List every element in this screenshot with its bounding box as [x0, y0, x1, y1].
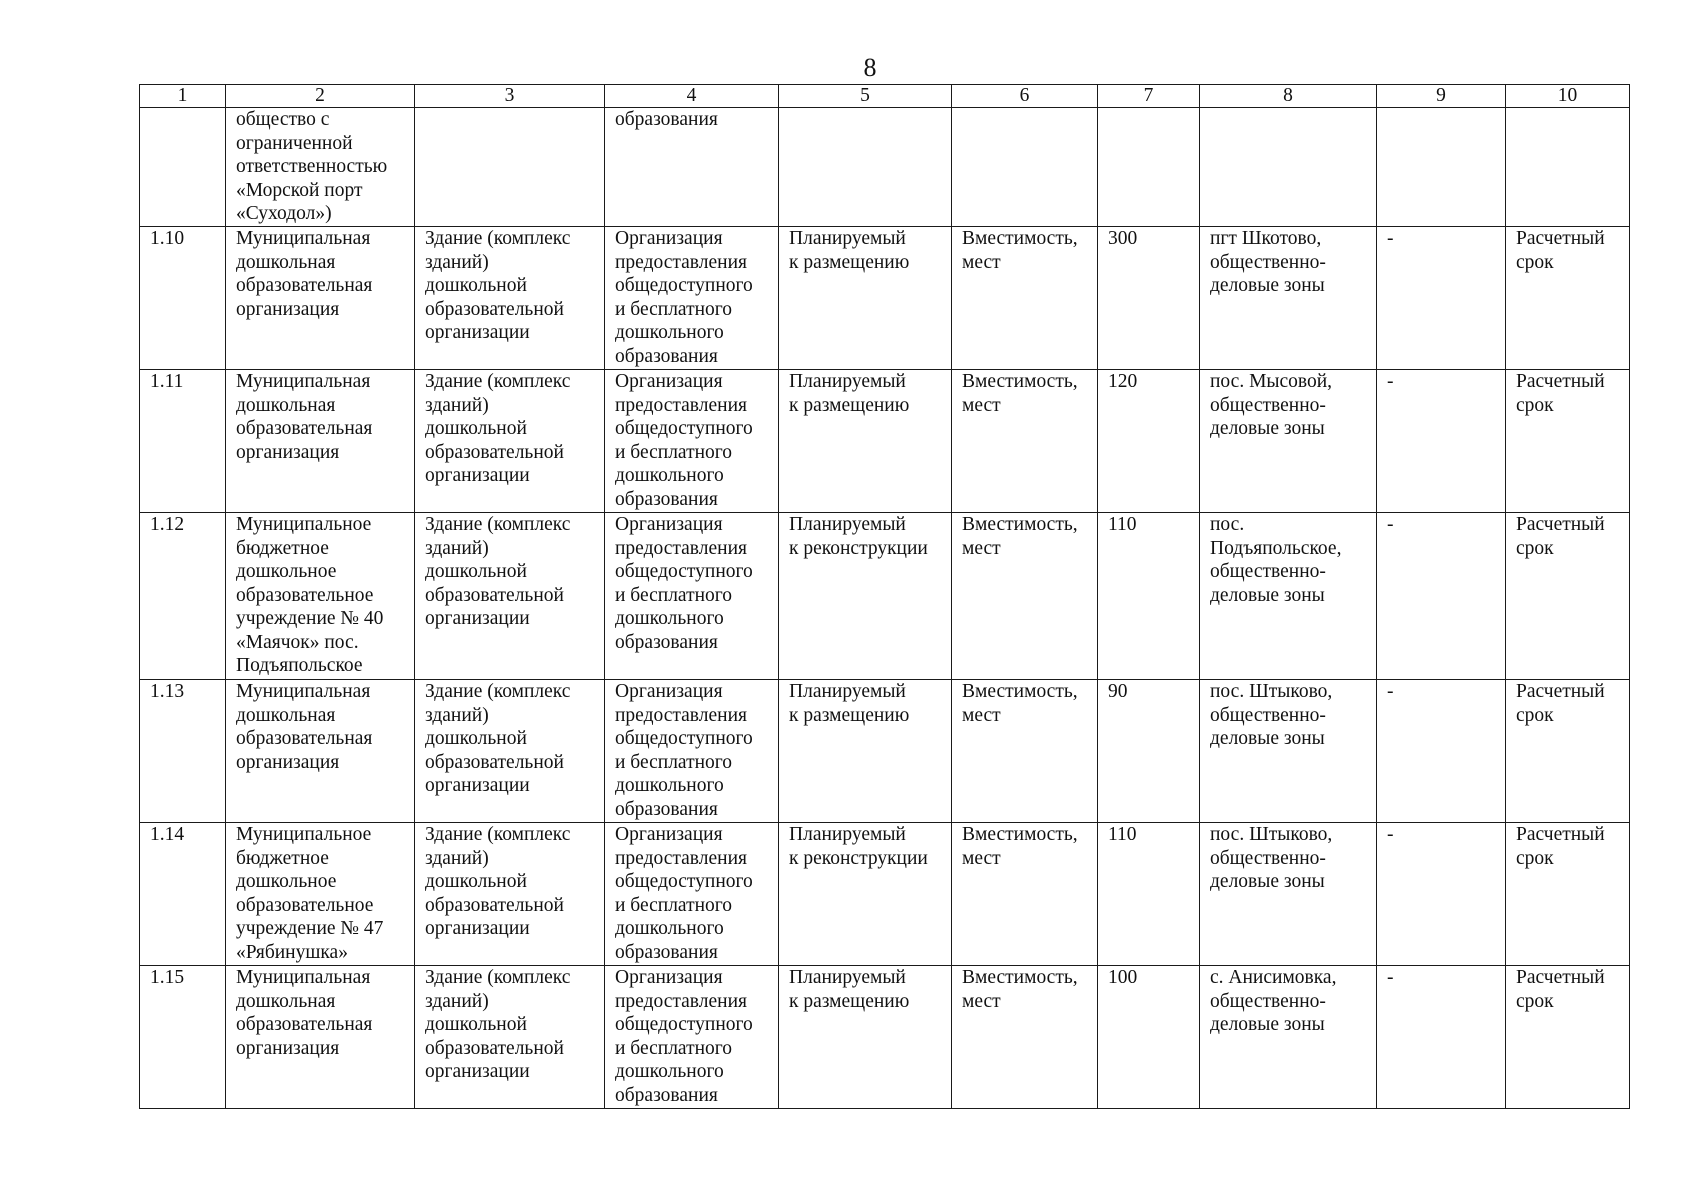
cell-characteristic: Вместимость, мест — [952, 227, 1098, 370]
cell-purpose: Организация предоставления общедоступного и бесплатного дошкольного образования — [605, 227, 779, 370]
cell-number: 1.10 — [140, 227, 226, 370]
column-header: 6 — [952, 85, 1098, 108]
column-header: 10 — [1506, 85, 1630, 108]
table-row — [140, 966, 1630, 1109]
cell-object-type: Здание (комплекс зданий) дошкольной образовательной организации — [415, 966, 605, 1109]
cell-location: пос. Мысовой, общественно- деловые зоны — [1200, 370, 1377, 513]
cell-status — [779, 108, 952, 227]
cell-purpose: Организация предоставления общедоступного и бесплатного дошкольного образования — [605, 823, 779, 966]
cell-characteristic: Вместимость, мест — [952, 370, 1098, 513]
cell-status: Планируемый к размещению — [779, 966, 952, 1109]
column-header: 4 — [605, 85, 779, 108]
cell-organization: Муниципальная дошкольная образовательная организация — [226, 370, 415, 513]
column-header: 9 — [1377, 85, 1506, 108]
column-header: 8 — [1200, 85, 1377, 108]
cell-characteristic: Вместимость, мест — [952, 823, 1098, 966]
table-row — [140, 370, 1630, 513]
cell-status: Планируемый к реконструкции — [779, 823, 952, 966]
cell-purpose: образования — [605, 108, 779, 227]
cell-object-type: Здание (комплекс зданий) дошкольной образовательной организации — [415, 227, 605, 370]
cell-location: пос. Штыково, общественно- деловые зоны — [1200, 680, 1377, 823]
cell-organization: Муниципальная дошкольная образовательная организация — [226, 680, 415, 823]
cell-value: 120 — [1098, 370, 1200, 513]
cell-object-type — [415, 108, 605, 227]
cell-characteristic: Вместимость, мест — [952, 966, 1098, 1109]
cell-location — [1200, 108, 1377, 227]
cell-object-type: Здание (комплекс зданий) дошкольной образовательной организации — [415, 823, 605, 966]
column-header: 2 — [226, 85, 415, 108]
table-row — [140, 680, 1630, 823]
cell-location: пос. Подъяпольское, общественно- деловые зоны — [1200, 513, 1377, 680]
cell-object-type: Здание (комплекс зданий) дошкольной образовательной организации — [415, 513, 605, 680]
cell-number: 1.15 — [140, 966, 226, 1109]
cell-zone: - — [1377, 966, 1506, 1109]
cell-zone: - — [1377, 370, 1506, 513]
cell-term: Расчетный срок — [1506, 680, 1630, 823]
column-header: 7 — [1098, 85, 1200, 108]
cell-location: пгт Шкотово, общественно- деловые зоны — [1200, 227, 1377, 370]
cell-value: 110 — [1098, 513, 1200, 680]
page-number: 8 — [863, 53, 877, 82]
cell-zone — [1377, 108, 1506, 227]
cell-zone: - — [1377, 680, 1506, 823]
column-header: 3 — [415, 85, 605, 108]
cell-status: Планируемый к размещению — [779, 370, 952, 513]
cell-number: 1.12 — [140, 513, 226, 680]
table-row — [140, 108, 1630, 227]
cell-status: Планируемый к размещению — [779, 227, 952, 370]
column-header: 5 — [779, 85, 952, 108]
cell-value — [1098, 108, 1200, 227]
cell-number: 1.13 — [140, 680, 226, 823]
cell-purpose: Организация предоставления общедоступного и бесплатного дошкольного образования — [605, 966, 779, 1109]
cell-term: Расчетный срок — [1506, 513, 1630, 680]
cell-characteristic — [952, 108, 1098, 227]
cell-term — [1506, 108, 1630, 227]
objects-table — [139, 84, 1630, 1109]
cell-status: Планируемый к размещению — [779, 680, 952, 823]
cell-value: 100 — [1098, 966, 1200, 1109]
cell-zone: - — [1377, 227, 1506, 370]
cell-organization: общество с ограниченной ответственностью «Морской порт «Суходол») — [226, 108, 415, 227]
cell-number: 1.11 — [140, 370, 226, 513]
cell-value: 90 — [1098, 680, 1200, 823]
cell-characteristic: Вместимость, мест — [952, 513, 1098, 680]
cell-term: Расчетный срок — [1506, 966, 1630, 1109]
cell-organization: Муниципальное бюджетное дошкольное образовательное учреждение № 40 «Маячок» пос. Подъяпольское — [226, 513, 415, 680]
table-row — [140, 823, 1630, 966]
cell-location: с. Анисимовка, общественно- деловые зоны — [1200, 966, 1377, 1109]
cell-number — [140, 108, 226, 227]
cell-purpose: Организация предоставления общедоступного и бесплатного дошкольного образования — [605, 513, 779, 680]
table-row — [140, 227, 1630, 370]
cell-organization: Муниципальная дошкольная образовательная организация — [226, 227, 415, 370]
cell-characteristic: Вместимость, мест — [952, 680, 1098, 823]
cell-term: Расчетный срок — [1506, 370, 1630, 513]
table-row — [140, 513, 1630, 680]
cell-term: Расчетный срок — [1506, 823, 1630, 966]
cell-organization: Муниципальное бюджетное дошкольное образовательное учреждение № 47 «Рябинушка» — [226, 823, 415, 966]
cell-organization: Муниципальная дошкольная образовательная организация — [226, 966, 415, 1109]
cell-number: 1.14 — [140, 823, 226, 966]
cell-value: 110 — [1098, 823, 1200, 966]
column-header: 1 — [140, 85, 226, 108]
cell-zone: - — [1377, 823, 1506, 966]
cell-zone: - — [1377, 513, 1506, 680]
cell-status: Планируемый к реконструкции — [779, 513, 952, 680]
cell-purpose: Организация предоставления общедоступного и бесплатного дошкольного образования — [605, 370, 779, 513]
header-row — [140, 85, 1630, 108]
cell-value: 300 — [1098, 227, 1200, 370]
cell-object-type: Здание (комплекс зданий) дошкольной образовательной организации — [415, 680, 605, 823]
cell-purpose: Организация предоставления общедоступного и бесплатного дошкольного образования — [605, 680, 779, 823]
cell-location: пос. Штыково, общественно- деловые зоны — [1200, 823, 1377, 966]
cell-term: Расчетный срок — [1506, 227, 1630, 370]
cell-object-type: Здание (комплекс зданий) дошкольной образовательной организации — [415, 370, 605, 513]
